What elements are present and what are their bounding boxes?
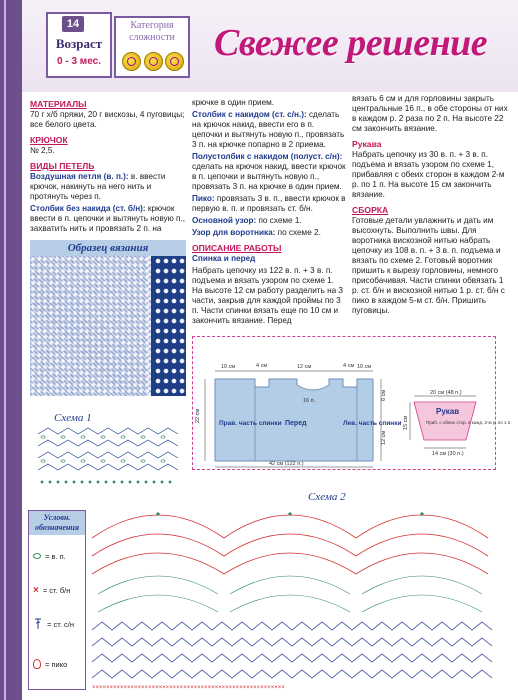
legend-sbn-text: = ст. б/н (42, 585, 71, 595)
hook-heading: КРЮЧОК (30, 135, 68, 145)
legend-title: Условн. обозначения (29, 511, 85, 535)
difficulty-rating (122, 52, 184, 70)
neck-label: 16 п. (303, 398, 316, 404)
hook-text: № 2,5. (30, 146, 55, 155)
dim-front: 12 см (297, 364, 312, 370)
sleeve-text: Набрать цепочку из 30 в. п. + 3 в. п. подъема и вязать узором по схеме 1, прибавляя с обеих сторон в каждом 2-м р. по 1 п. На высоте 15 см закончить вязание. (352, 150, 505, 199)
header-bar (22, 0, 518, 94)
back-front-text: Набрать цепочку из 122 в. п. + 3 в. п. подъема и вязать узором по схеме 1. На высоте 12 см работу разделить на 3 части, закрыв для каждой проймы по 3 п. Части спинки вязать еще по 10 см и закончить вязание. Перед (192, 266, 343, 325)
column-2 (192, 98, 346, 328)
legend-sn (33, 617, 85, 631)
schema-2-label: Схема 2 (308, 491, 346, 503)
single-crochet-icon: × (33, 584, 39, 596)
psn-term: Полустолбик с накидом (полуст. с/н): (192, 152, 343, 161)
materials-heading: МАТЕРИАЛЫ (30, 99, 87, 109)
legend-pik-text: = пико (45, 659, 68, 669)
lace-texture (30, 256, 151, 396)
loops-heading: ВИДЫ ПЕТЕЛЬ (30, 161, 95, 171)
sn-paragraph (192, 110, 346, 150)
sn-text: сделать на крючок накид, ввести его в п. цепочки и вытянуть новую п., провязать 3 п. на крючке попарно в 2 приема. (192, 110, 345, 149)
schema-2-diagram (88, 498, 514, 694)
yarn-ball-icon (122, 52, 141, 71)
work-heading: ОПИСАНИЕ РАБОТЫ (192, 243, 282, 253)
psn-text: сделать на крючок накид, ввести крючок в п. цепочки и вытянуть новую п., провязать 3 п. на крючке в один прием. (192, 162, 346, 191)
assembly-heading: СБОРКА (352, 205, 389, 215)
sample-photo (30, 256, 186, 396)
yarn-ball-icon (165, 52, 184, 71)
age-value: 0 - 3 мес. (57, 56, 101, 67)
main-pattern (192, 216, 346, 226)
sleeve-title: Рукав (436, 407, 460, 416)
left-back-label: Прав. часть спинки (219, 420, 282, 427)
column-1 (30, 94, 186, 236)
main-term: Основной узор: (192, 216, 257, 225)
sbn-paragraph (30, 204, 186, 234)
sleeve-note: Приб. с обеих стор. в кажд. 2-м р. по 1 п. (426, 420, 512, 425)
chain-stitch-icon (33, 553, 41, 559)
legend-sn-text: = ст. с/н (47, 619, 74, 629)
legend-pik (33, 657, 85, 671)
pik-paragraph (192, 194, 346, 214)
age-box (46, 12, 112, 78)
column-3 (352, 94, 512, 318)
dim-side-right: 4 см (343, 363, 355, 369)
main-text: по схеме 1. (256, 216, 302, 225)
dim-back-left: 10 см (221, 364, 236, 370)
dim-bottom: 12 см (381, 430, 387, 445)
page-number: 14 (62, 16, 84, 32)
back-front-heading: Спинка и перед (192, 254, 256, 263)
legend-box (28, 510, 86, 690)
sleeve-bottom-dim: 14 см (30 п.) (432, 451, 464, 457)
svg-text:××××××××××××××××××××××××××××××: ××××××××××××××××××××××××××××××××××××××××××××××××××××××× (92, 685, 285, 691)
dim-height: 22 см (195, 408, 201, 423)
legend-vp (33, 549, 85, 563)
legend-sbn (33, 583, 85, 597)
edge-term: Узор для воротника: (192, 228, 276, 237)
sleeve-top-dim: 20 см (48 п.) (430, 390, 462, 396)
right-back-label: Лев. часть спинки (343, 420, 402, 427)
dim-back-right: 10 см (357, 364, 372, 370)
sleeve-diagram (403, 390, 512, 458)
age-label: Возраст (55, 36, 103, 51)
lace-edge-texture (154, 256, 186, 396)
dim-top: 6 см (381, 389, 387, 401)
front-label: Перед (285, 420, 307, 427)
sbn-term: Столбик без накида (ст. б/н): (30, 204, 146, 213)
sleeve-heading: Рукава (352, 139, 382, 149)
legend-vp-text: = в. п. (45, 551, 66, 561)
materials-text: 70 г х/б пряжи, 20 г вискозы, 4 пуговицы; все белого цвета. (30, 110, 185, 129)
edge-pattern (192, 228, 346, 238)
psn-paragraph (192, 152, 346, 192)
col2-cont: крючке в один прием. (192, 98, 275, 107)
schema-1-diagram (34, 426, 184, 488)
schema-1-label: Схема 1 (54, 412, 92, 424)
pik-term: Пико: (192, 194, 215, 203)
side-stripe (0, 0, 22, 700)
col3-cont: вязать 6 см и для горловины закрыть центральные 16 п., в обе стороны от них в каждом р. 2 раза по 2 п. На высоте 22 см закончить вязание. (352, 94, 508, 133)
difficulty-box (114, 16, 190, 78)
sleeve-height: 15 см (403, 415, 409, 430)
sample-label: Образец вязания (30, 240, 186, 256)
dim-total-width: 42 см (122 п.) (269, 461, 304, 467)
dim-side-left: 4 см (256, 363, 268, 369)
vp-term: Воздушная петля (в. п.): (30, 172, 129, 181)
pik-text: провязать 3 в. п., ввести крючок в первую в. п. и провязать ст. б/н. (192, 194, 346, 213)
picot-icon (33, 659, 41, 669)
yarn-ball-icon (144, 52, 163, 71)
difficulty-label: Категория сложности (129, 20, 175, 43)
vp-paragraph (30, 172, 186, 202)
vp-text: в. ввести крючок, накинуть на него нить и протянуть через п. (30, 172, 166, 201)
sbn-text: крючок ввести в п. цепочки и вытянуть новую п., захватить нить и провязать 2 п. на (30, 204, 186, 233)
edge-text: по схеме 2. (275, 228, 321, 237)
sleeve-svg (402, 390, 512, 458)
assembly-text: Готовые детали увлажнить и дать им высохнуть. Выполнить швы. Для воротника вискозной нитью набрать цепочку из 108 в. п. + 3 в. п. подъема и вязать по схеме 2. Готовый воротник пришить к вырезу горловины, немного присобачивая. Части спинки обвязать 1 р. ст. б/н и вискозной нитью 1 р. ст. б/н с пико в каждом 5-м ст. б/н. Пришить пуговицы. (352, 216, 505, 315)
page-title: Свежее решение (214, 22, 488, 64)
sn-term: Столбик с накидом (ст. с/н.): (192, 110, 307, 119)
double-crochet-icon (33, 618, 43, 630)
